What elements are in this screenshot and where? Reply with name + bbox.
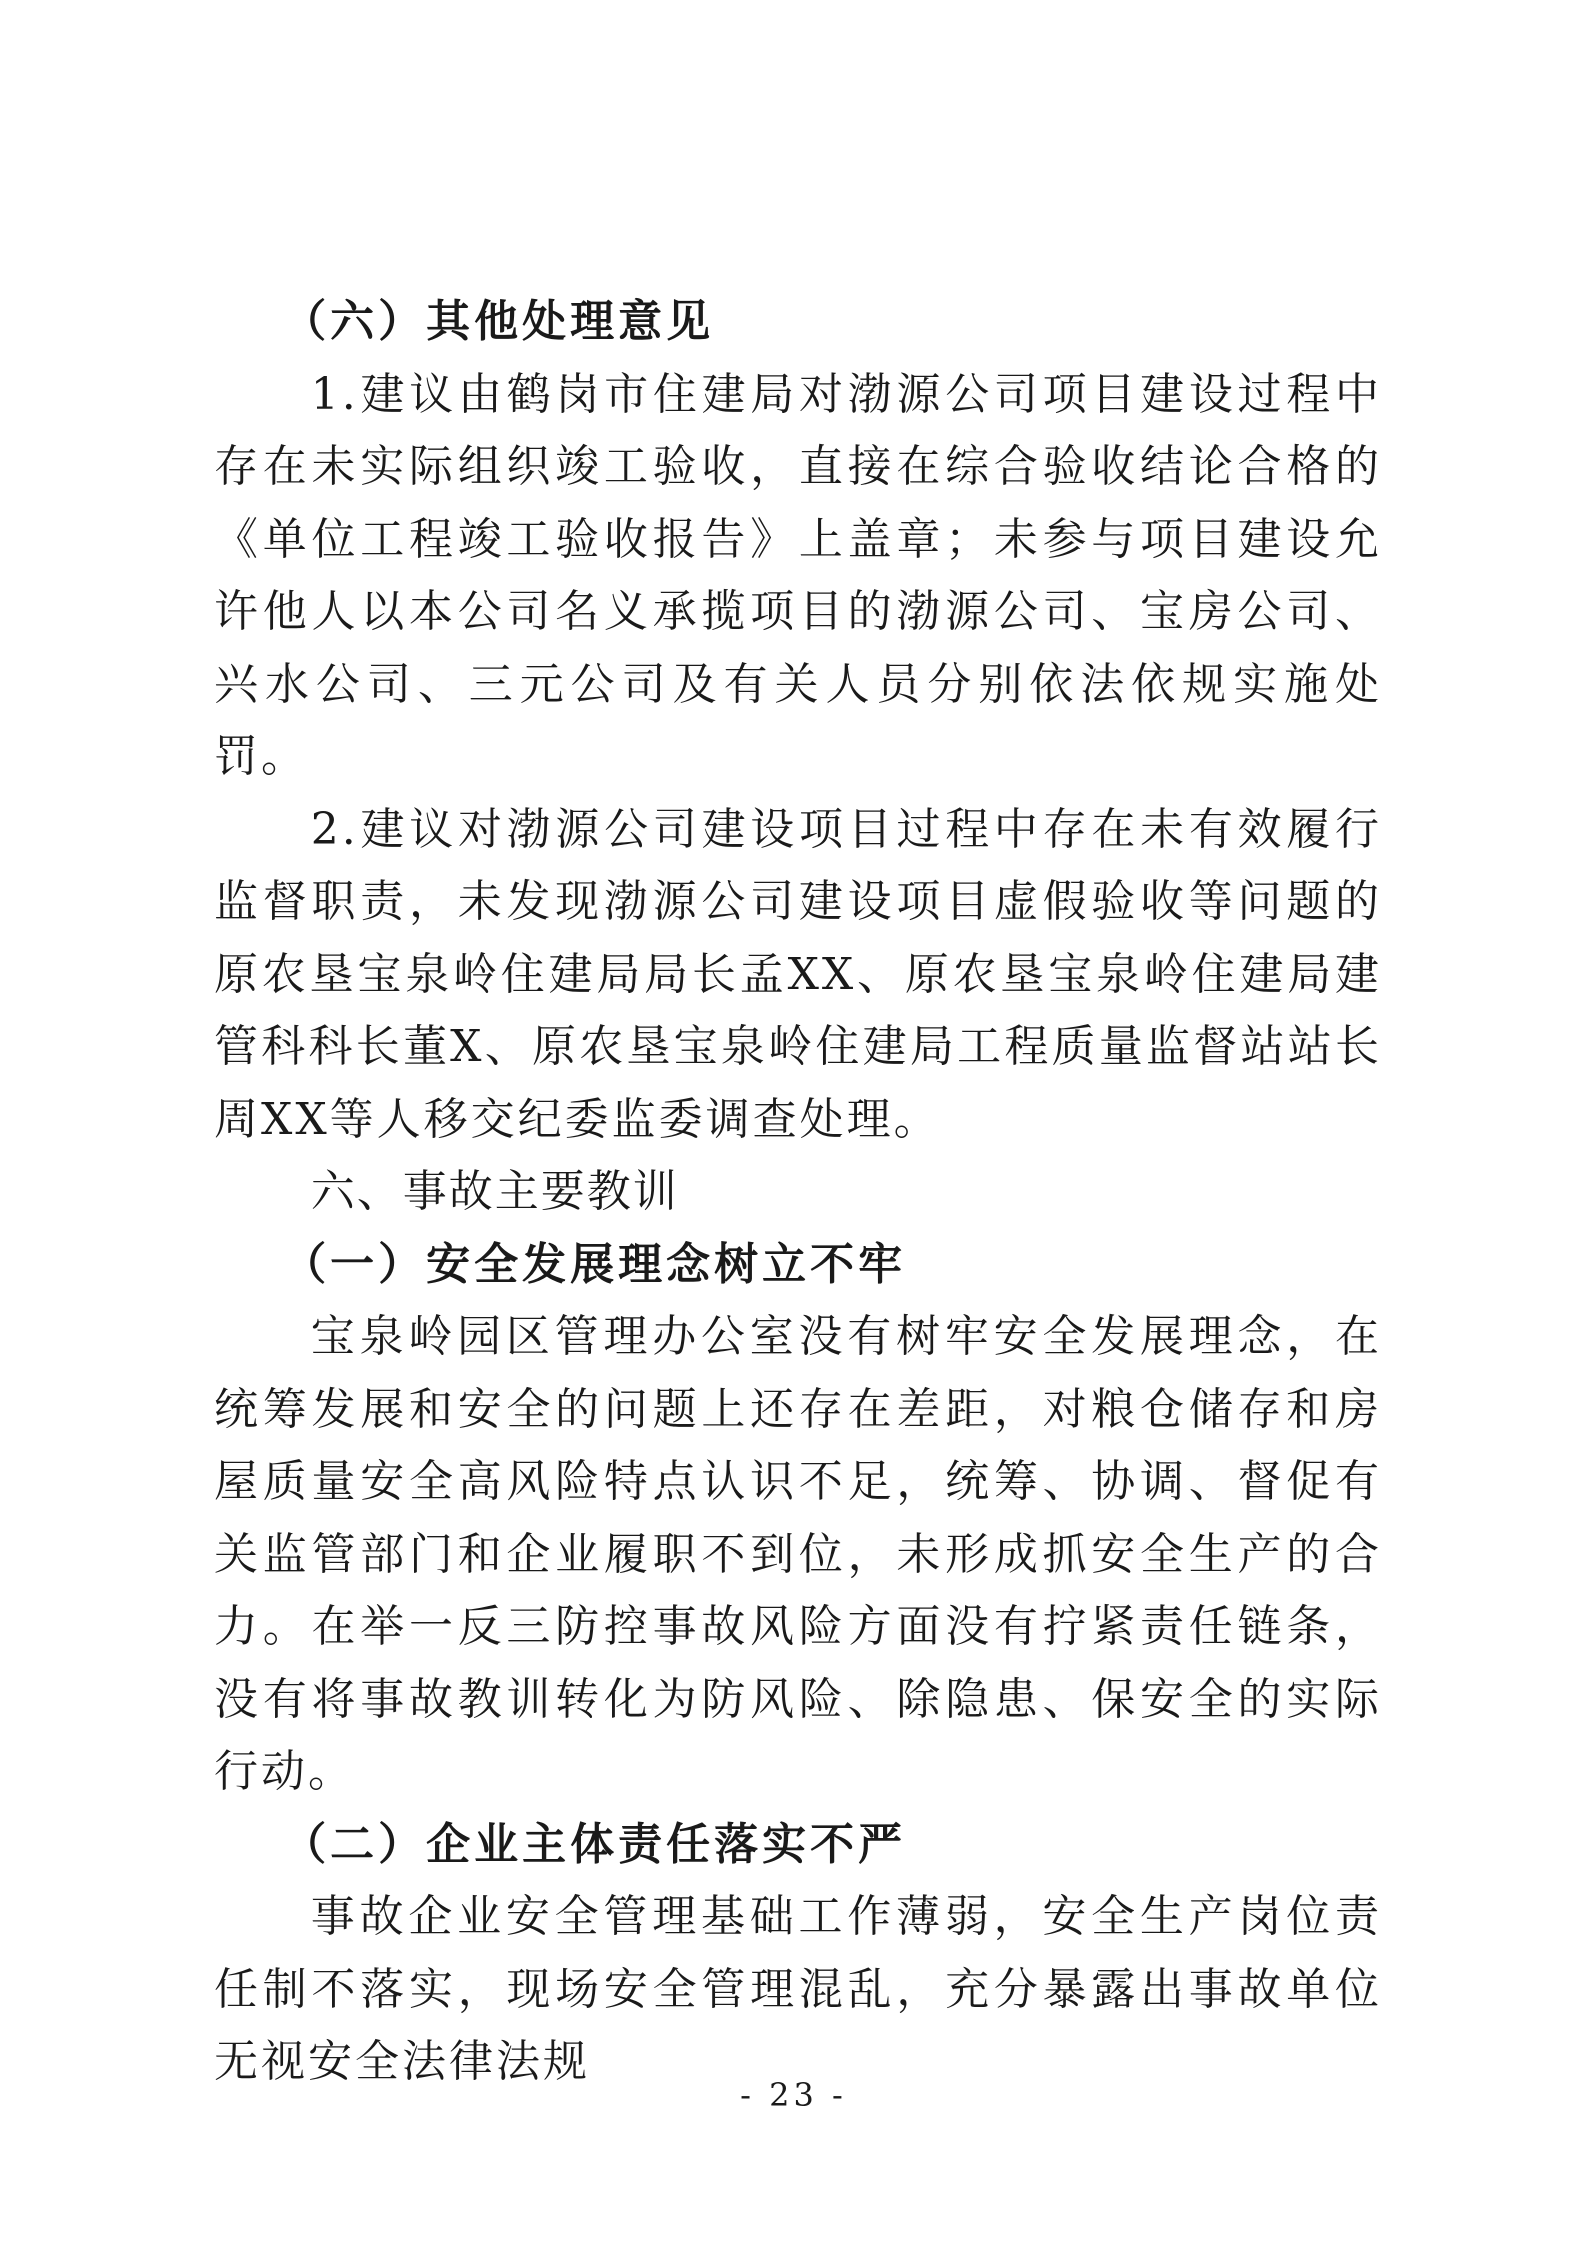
paragraph-lesson-1: 宝泉岭园区管理办公室没有树牢安全发展理念，在统筹发展和安全的问题上还存在差距，对粮仓储存和房屋质量安全高风险特点认识不足，统筹、协调、督促有关监管部门和企业履职不到位，未形成抓安全生产的合力。在举一反三防控事故风险方面没有拧紧责任链条，没有将事故教训转化为防风险、除隐患、保安全的实际行动。 [214,1311,1382,1797]
page-number: - 23 - [740,2076,847,2114]
heading-other-opinions: （六）其他处理意见 [282,296,715,347]
heading-main-lessons: 六、事故主要教训 [310,1166,679,1217]
paragraph-opinion-1: 1.建议由鹤岗市住建局对渤源公司项目建设过程中存在未实际组织竣工验收，直接在综合验收结论合格的《单位工程竣工验收报告》上盖章；未参与项目建设允许他人以本公司名义承揽项目的渤源公司、宝房公司、兴水公司、三元公司及有关人员分别依法依规实施处罚。 [214,368,1382,782]
document-body [214,286,1382,2099]
paragraph-lesson-2: 事故企业安全管理基础工作薄弱，安全生产岗位责任制不落实，现场安全管理混乱，充分暴露出事故单位无视安全法律法规 [214,1891,1382,2087]
heading-lesson-1: （一）安全发展理念树立不牢 [282,1238,907,1290]
heading-lesson-2: （二）企业主体责任落实不严 [282,1818,907,1870]
paragraph-opinion-2: 2.建议对渤源公司建设项目过程中存在未有效履行监督职责，未发现渤源公司建设项目虚假验收等问题的原农垦宝泉岭住建局局长孟XX、原农垦宝泉岭住建局建管科科长董X、原农垦宝泉岭住建局工程质量监督站站长周XX等人移交纪委监委调查处理。 [214,803,1382,1145]
